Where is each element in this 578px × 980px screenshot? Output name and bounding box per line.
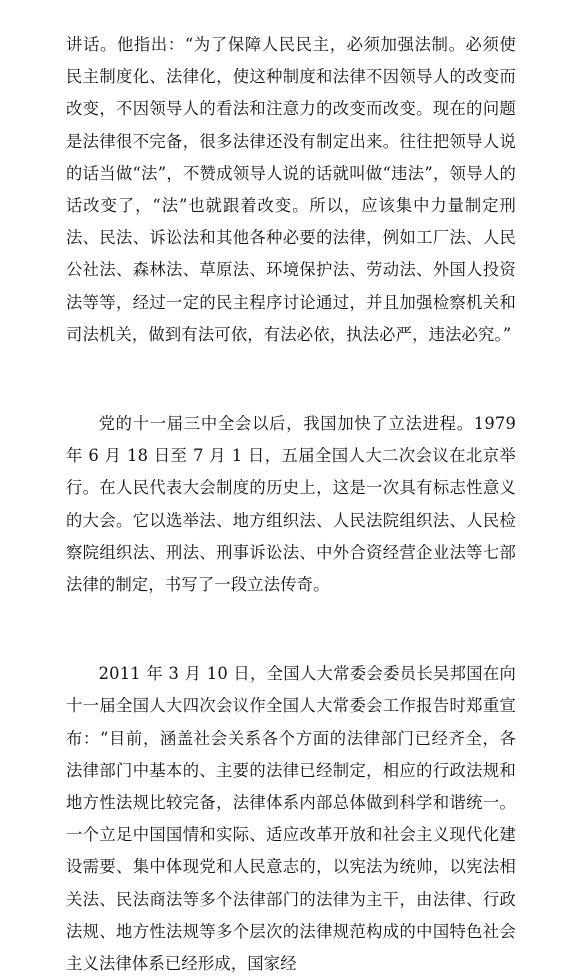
paragraph-3: 2011 年 3 月 10 日，全国人大常委会委员长吴邦国在向十一届全国人大四次会议作全国人大常委会工作报告时郑重宣布：“目前，涵盖社会关系各个方面的法律部门已经齐全，各法律部门中基本的、主要的法律已经制定，相应的行政法规和地方性法规比较完备，法律体系内部总体做到科学和谐统一。一个立足中国国情和实际、适应改革开放和社会主义现代化建设需要、集中体现党和人民意志的，以宪法为统帅，以宪法相关法、民法商法等多个法律部门的法律为主干，由法律、行政法规、地方性法规等多个层次的法律规范构成的中国特色社会主义法律体系已经形成，国家经 <box>66 664 516 974</box>
paragraph-gap <box>66 351 516 408</box>
document-page <box>66 29 516 980</box>
paragraph-1: 讲话。他指出：“为了保障人民民主，必须加强法制。必须使民主制度化、法律化，使这种制度和法律不因领导人的改变而改变，不因领导人的看法和注意力的改变而改变。现在的问题是法律很不完备，很多法律还没有制定出来。往往把领导人说的话当做“法”，不赞成领导人说的话就叫做“违法”，领导人的话改变了，“法”也就跟着改变。所以，应该集中力量制定刑法、民法、诉讼法和其他各种必要的法律，例如工厂法、人民公社法、森林法、草原法、环境保护法、劳动法、外国人投资法等等，经过一定的民主程序讨论通过，并且加强检察机关和司法机关，做到有法可依，有法必依，执法必严，违法必究。” <box>66 35 516 344</box>
paragraph-gap <box>66 601 516 658</box>
paragraph-2: 党的十一届三中全会以后，我国加快了立法进程。1979 年 6 月 18 日至 7 月 1 日，五届全国人大二次会议在北京举行。在人民代表大会制度的历史上，这是一次具有标志性意义的大会。它以选举法、地方组织法、人民法院组织法、人民检察院组织法、刑法、刑事诉讼法、中外合资经营企业法等七部法律的制定，书写了一段立法传奇。 <box>66 414 516 595</box>
